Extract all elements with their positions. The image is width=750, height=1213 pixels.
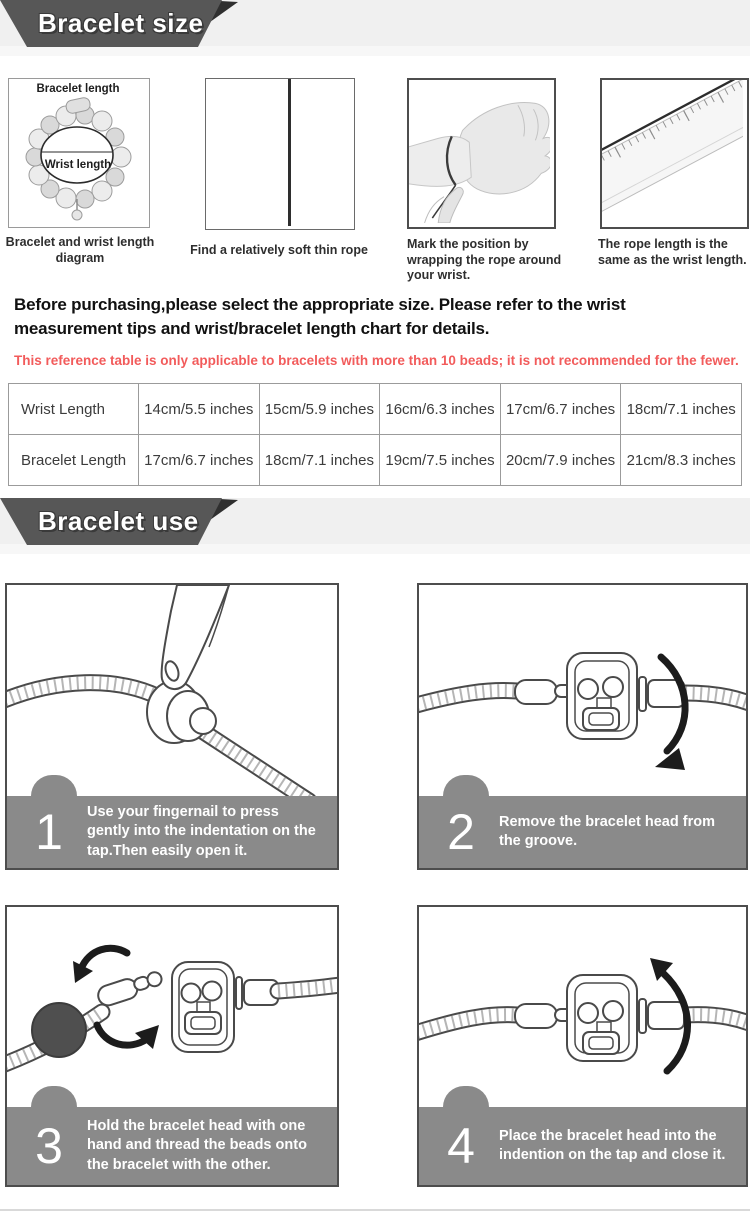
table-cell: 17cm/6.7 inches — [139, 435, 260, 486]
measure-wrap-caption: Mark the position by wrapping the rope around your wrist. — [407, 237, 562, 283]
table-cell: 17cm/6.7 inches — [500, 384, 621, 435]
bracelet-length-label: Bracelet length — [36, 83, 120, 95]
step3-illustration — [7, 907, 337, 1109]
clasp-barrel-icon — [147, 681, 216, 743]
step1-illustration — [7, 585, 337, 796]
rope-right-icon — [685, 693, 746, 707]
ruler-icon — [602, 80, 743, 223]
table-cell: 21cm/8.3 inches — [621, 435, 742, 486]
rope-right-icon — [278, 984, 337, 991]
wrist-length-label: Wrist length — [44, 159, 112, 171]
clasp-open-icon — [172, 962, 278, 1052]
reference-note: This reference table is only applicable to bracelets with more than 10 beads; it is not recommended for the fewer. — [14, 353, 739, 368]
measure-wrap-box — [407, 78, 556, 229]
step4-illustration — [419, 907, 746, 1109]
table-row — [9, 384, 742, 435]
bead-icon — [32, 1003, 86, 1057]
step3-panel — [5, 905, 339, 1187]
step4-caption-bar — [419, 1107, 746, 1185]
banner-size-title: Bracelet size — [38, 8, 204, 38]
wrist-wrap-icon — [409, 80, 550, 223]
measure-ruler-box — [600, 78, 749, 229]
clasp-open-icon — [515, 975, 684, 1061]
bracelet-length-row-label: Bracelet Length — [9, 435, 139, 486]
step1-caption-bar — [7, 796, 337, 868]
table-cell: 18cm/7.1 inches — [259, 435, 380, 486]
step4-panel — [417, 905, 748, 1187]
finger-icon — [162, 585, 229, 689]
table-cell: 16cm/6.3 inches — [380, 384, 501, 435]
rope-icon — [288, 79, 291, 226]
rope-right-icon — [193, 725, 309, 796]
table-cell: 15cm/5.9 inches — [259, 384, 380, 435]
measure-ruler-caption: The rope length is the same as the wrist length. — [598, 237, 747, 267]
rope-right-icon — [685, 1015, 746, 1027]
bracelet-diagram-icon — [9, 79, 147, 225]
measure-rope-box — [205, 78, 355, 230]
rotate-arrow-top-icon — [73, 948, 127, 983]
measure-rope-caption: Find a relatively soft thin rope — [190, 243, 368, 257]
rotate-arrow-bottom-icon — [97, 1025, 159, 1049]
wrist-length-row-label: Wrist Length — [9, 384, 139, 435]
step4-number: 4 — [447, 1118, 475, 1174]
rotate-down-arrow-icon — [655, 657, 685, 770]
rope-left-icon — [419, 691, 517, 707]
table-cell: 18cm/7.1 inches — [621, 384, 742, 435]
measure-diagram-box — [8, 78, 150, 228]
step3-number: 3 — [35, 1118, 63, 1174]
rope-left-icon — [419, 1015, 517, 1035]
step2-text: Remove the bracelet head from the groove. — [499, 813, 715, 849]
step2-panel — [417, 583, 748, 870]
clasp-open-icon — [515, 653, 684, 739]
step3-text: Hold the bracelet head with one hand and thread the beads onto the bracelet with the other. — [87, 1118, 307, 1173]
step1-panel — [5, 583, 339, 870]
bottom-divider — [0, 1209, 750, 1211]
banner-use-title: Bracelet use — [38, 506, 199, 536]
step1-text: Use your fingernail to press gently into the indentation on the tap.Then easily open it. — [87, 804, 316, 859]
measure-diagram-caption: Bracelet and wrist length diagram — [5, 235, 155, 265]
intro-text: Before purchasing,please select the appropriate size. Please refer to the wrist measurement tips and wrist/bracelet length chart for details. — [14, 295, 626, 338]
table-cell: 20cm/7.9 inches — [500, 435, 621, 486]
step2-number: 2 — [447, 804, 475, 860]
table-cell: 14cm/5.5 inches — [139, 384, 260, 435]
size-table — [8, 383, 742, 486]
table-cell: 19cm/7.5 inches — [380, 435, 501, 486]
step4-text: Place the bracelet head into the indention on the tap and close it. — [499, 1127, 726, 1163]
pin-end-icon — [96, 969, 165, 1008]
step1-number: 1 — [35, 804, 63, 860]
step3-caption-bar — [7, 1107, 337, 1185]
step2-illustration — [419, 585, 746, 796]
table-row — [9, 435, 742, 486]
rope-left-icon — [7, 683, 159, 703]
step2-caption-bar — [419, 796, 746, 868]
